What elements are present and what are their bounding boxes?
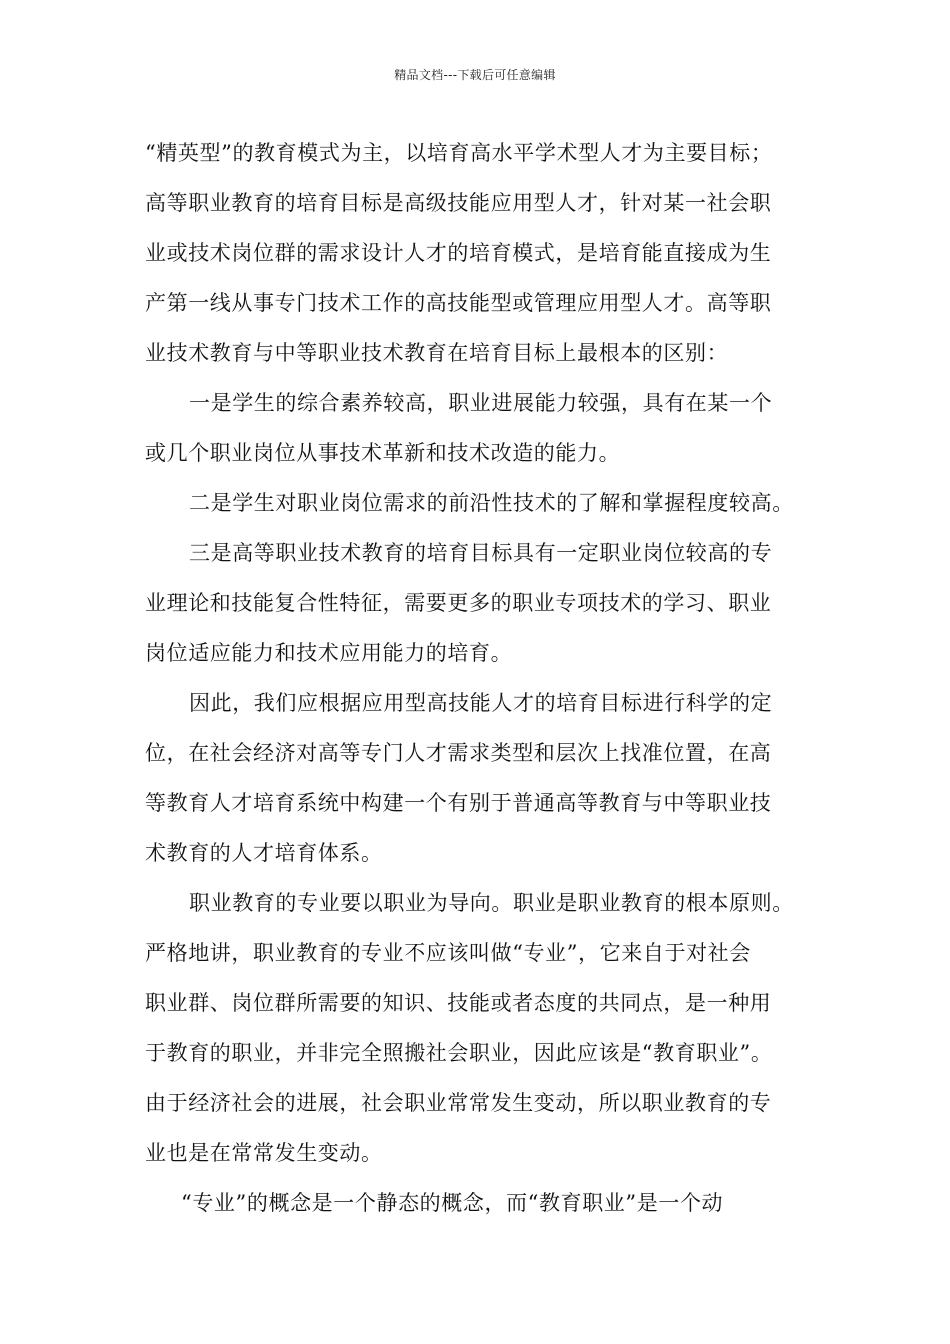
text-line: 位，在社会经济对高等专门人才需求类型和层次上找准位置，在高 <box>145 741 772 765</box>
body-text <box>145 128 810 1228</box>
text-line: 业或技术岗位群的需求设计人才的培育模式，是培育能直接成为生 <box>145 241 772 265</box>
paragraph-start-line: 一是学生的综合素养较高，职业进展能力较强，具有在某一个 <box>189 391 773 415</box>
text-line: 业技术教育与中等职业技术教育在培育目标上最根本的区别： <box>145 341 729 365</box>
text-line: 高等职业教育的培育目标是高级技能应用型人才，针对某一社会职 <box>145 191 772 215</box>
page-header: 精品文档---下载后可任意编辑 <box>394 68 556 82</box>
text-line: 业也是在常常发生变动。 <box>145 1141 383 1165</box>
text-line: 等教育人才培育系统中构建一个有别于普通高等教育与中等职业技 <box>145 791 772 815</box>
paragraph-start-line: 二是学生对职业岗位需求的前沿性技术的了解和掌握程度较高。 <box>189 491 794 515</box>
text-line: 或几个职业岗位从事技术革新和技术改造的能力。 <box>145 441 621 465</box>
text-line: 术教育的人才培育体系。 <box>145 841 383 865</box>
text-line: 由于经济社会的进展，社会职业常常发生变动，所以职业教育的专 <box>145 1091 772 1115</box>
text-line: 职业群、岗位群所需要的知识、技能或者态度的共同点，是一种用 <box>145 991 772 1015</box>
paragraph-start-line: 三是高等职业技术教育的培育目标具有一定职业岗位较高的专 <box>189 541 773 565</box>
text-line: 于教育的职业，并非完全照搬社会职业，因此应该是“教育职业”。 <box>145 1041 773 1065</box>
text-line: “精英型”的教育模式为主，以培育高水平学术型人才为主要目标； <box>145 141 773 165</box>
text-line: 业理论和技能复合性特征，需要更多的职业专项技术的学习、职业 <box>145 591 772 615</box>
paragraph-start-line: “专业”的概念是一个静态的概念，而“教育职业”是一个动 <box>181 1191 724 1215</box>
text-line: 严格地讲，职业教育的专业不应该叫做“专业”，它来自于对社会 <box>145 941 751 965</box>
paragraph-start-line: 职业教育的专业要以职业为导向。职业是职业教育的根本原则。 <box>189 891 794 915</box>
text-line: 产第一线从事专门技术工作的高技能型或管理应用型人才。高等职 <box>145 291 772 315</box>
text-line: 岗位适应能力和技术应用能力的培育。 <box>145 641 513 665</box>
paragraph-start-line: 因此，我们应根据应用型高技能人才的培育目标进行科学的定 <box>189 691 773 715</box>
